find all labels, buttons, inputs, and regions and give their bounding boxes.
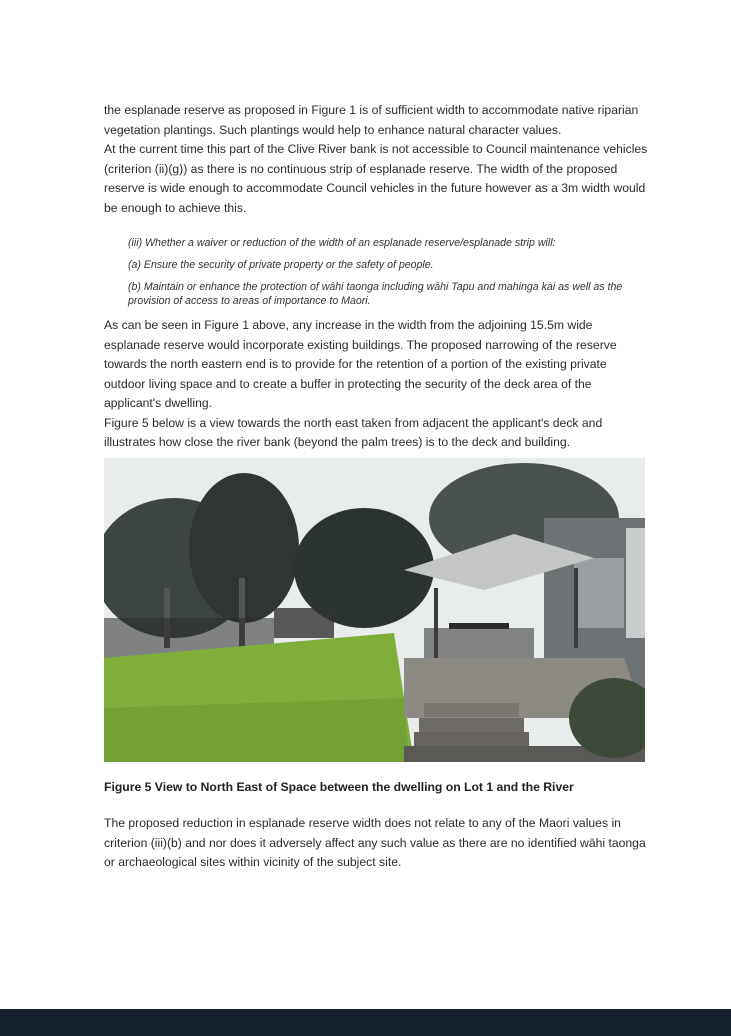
paragraph-2: At the current time this part of the Clive River bank is not accessible to Council maintenance vehicles (criterion (ii)(g)) as there is no continuous strip of esplanade reserve. The width of the proposed reserve is wide enough to accommodate Council vehicles in the future however as a 3m width would be enough to achieve this. — [104, 142, 648, 215]
criterion-heading: (iii) Whether a waiver or reduction of the width of an esplanade reserve/esplanade strip will: — [128, 237, 556, 249]
figure-caption: Figure 5 View to North East of Space between the dwelling on Lot 1 and the River — [104, 780, 574, 794]
paragraph-1: the esplanade reserve as proposed in Figure 1 is of sufficient width to accommodate native riparian vegetation plantings. Such plantings would help to enhance natural character values. — [104, 103, 639, 137]
criteria-list — [128, 236, 649, 308]
document-body — [104, 101, 649, 453]
closing-section — [104, 814, 649, 873]
steps — [424, 703, 519, 717]
paragraph-4: Figure 5 below is a view towards the north east taken from adjacent the applicant's deck and illustrates how close the river bank (beyond the palm trees) is to the deck and building. — [104, 415, 603, 449]
paragraph-3: As can be seen in Figure 1 above, any increase in the width from the adjoining 15.5m wide esplanade reserve would incorporate existing buildings. The proposed narrowing of the reserve towards the north eastern end is to provide for the retention of a portion of the existing private outdoor living space and to create a buffer in protecting the security of the deck area of the applicant's dwelling. — [104, 318, 617, 410]
figure-5-photo — [104, 458, 645, 762]
criterion-a: (a) Ensure the security of private property or the safety of people. — [128, 259, 434, 271]
footer-bar — [0, 1009, 731, 1036]
criterion-b: (b) Maintain or enhance the protection of wāhi taonga including wāhi Tapu and mahinga kai as well as the provision of access to areas of importance to Maori. — [128, 281, 623, 307]
paragraph-5: The proposed reduction in esplanade reserve width does not relate to any of the Maori values in criterion (iii)(b) and nor does it adversely affect any such value as there are no identified wāhi taonga or archaeological sites within vicinity of the subject site. — [104, 816, 646, 869]
